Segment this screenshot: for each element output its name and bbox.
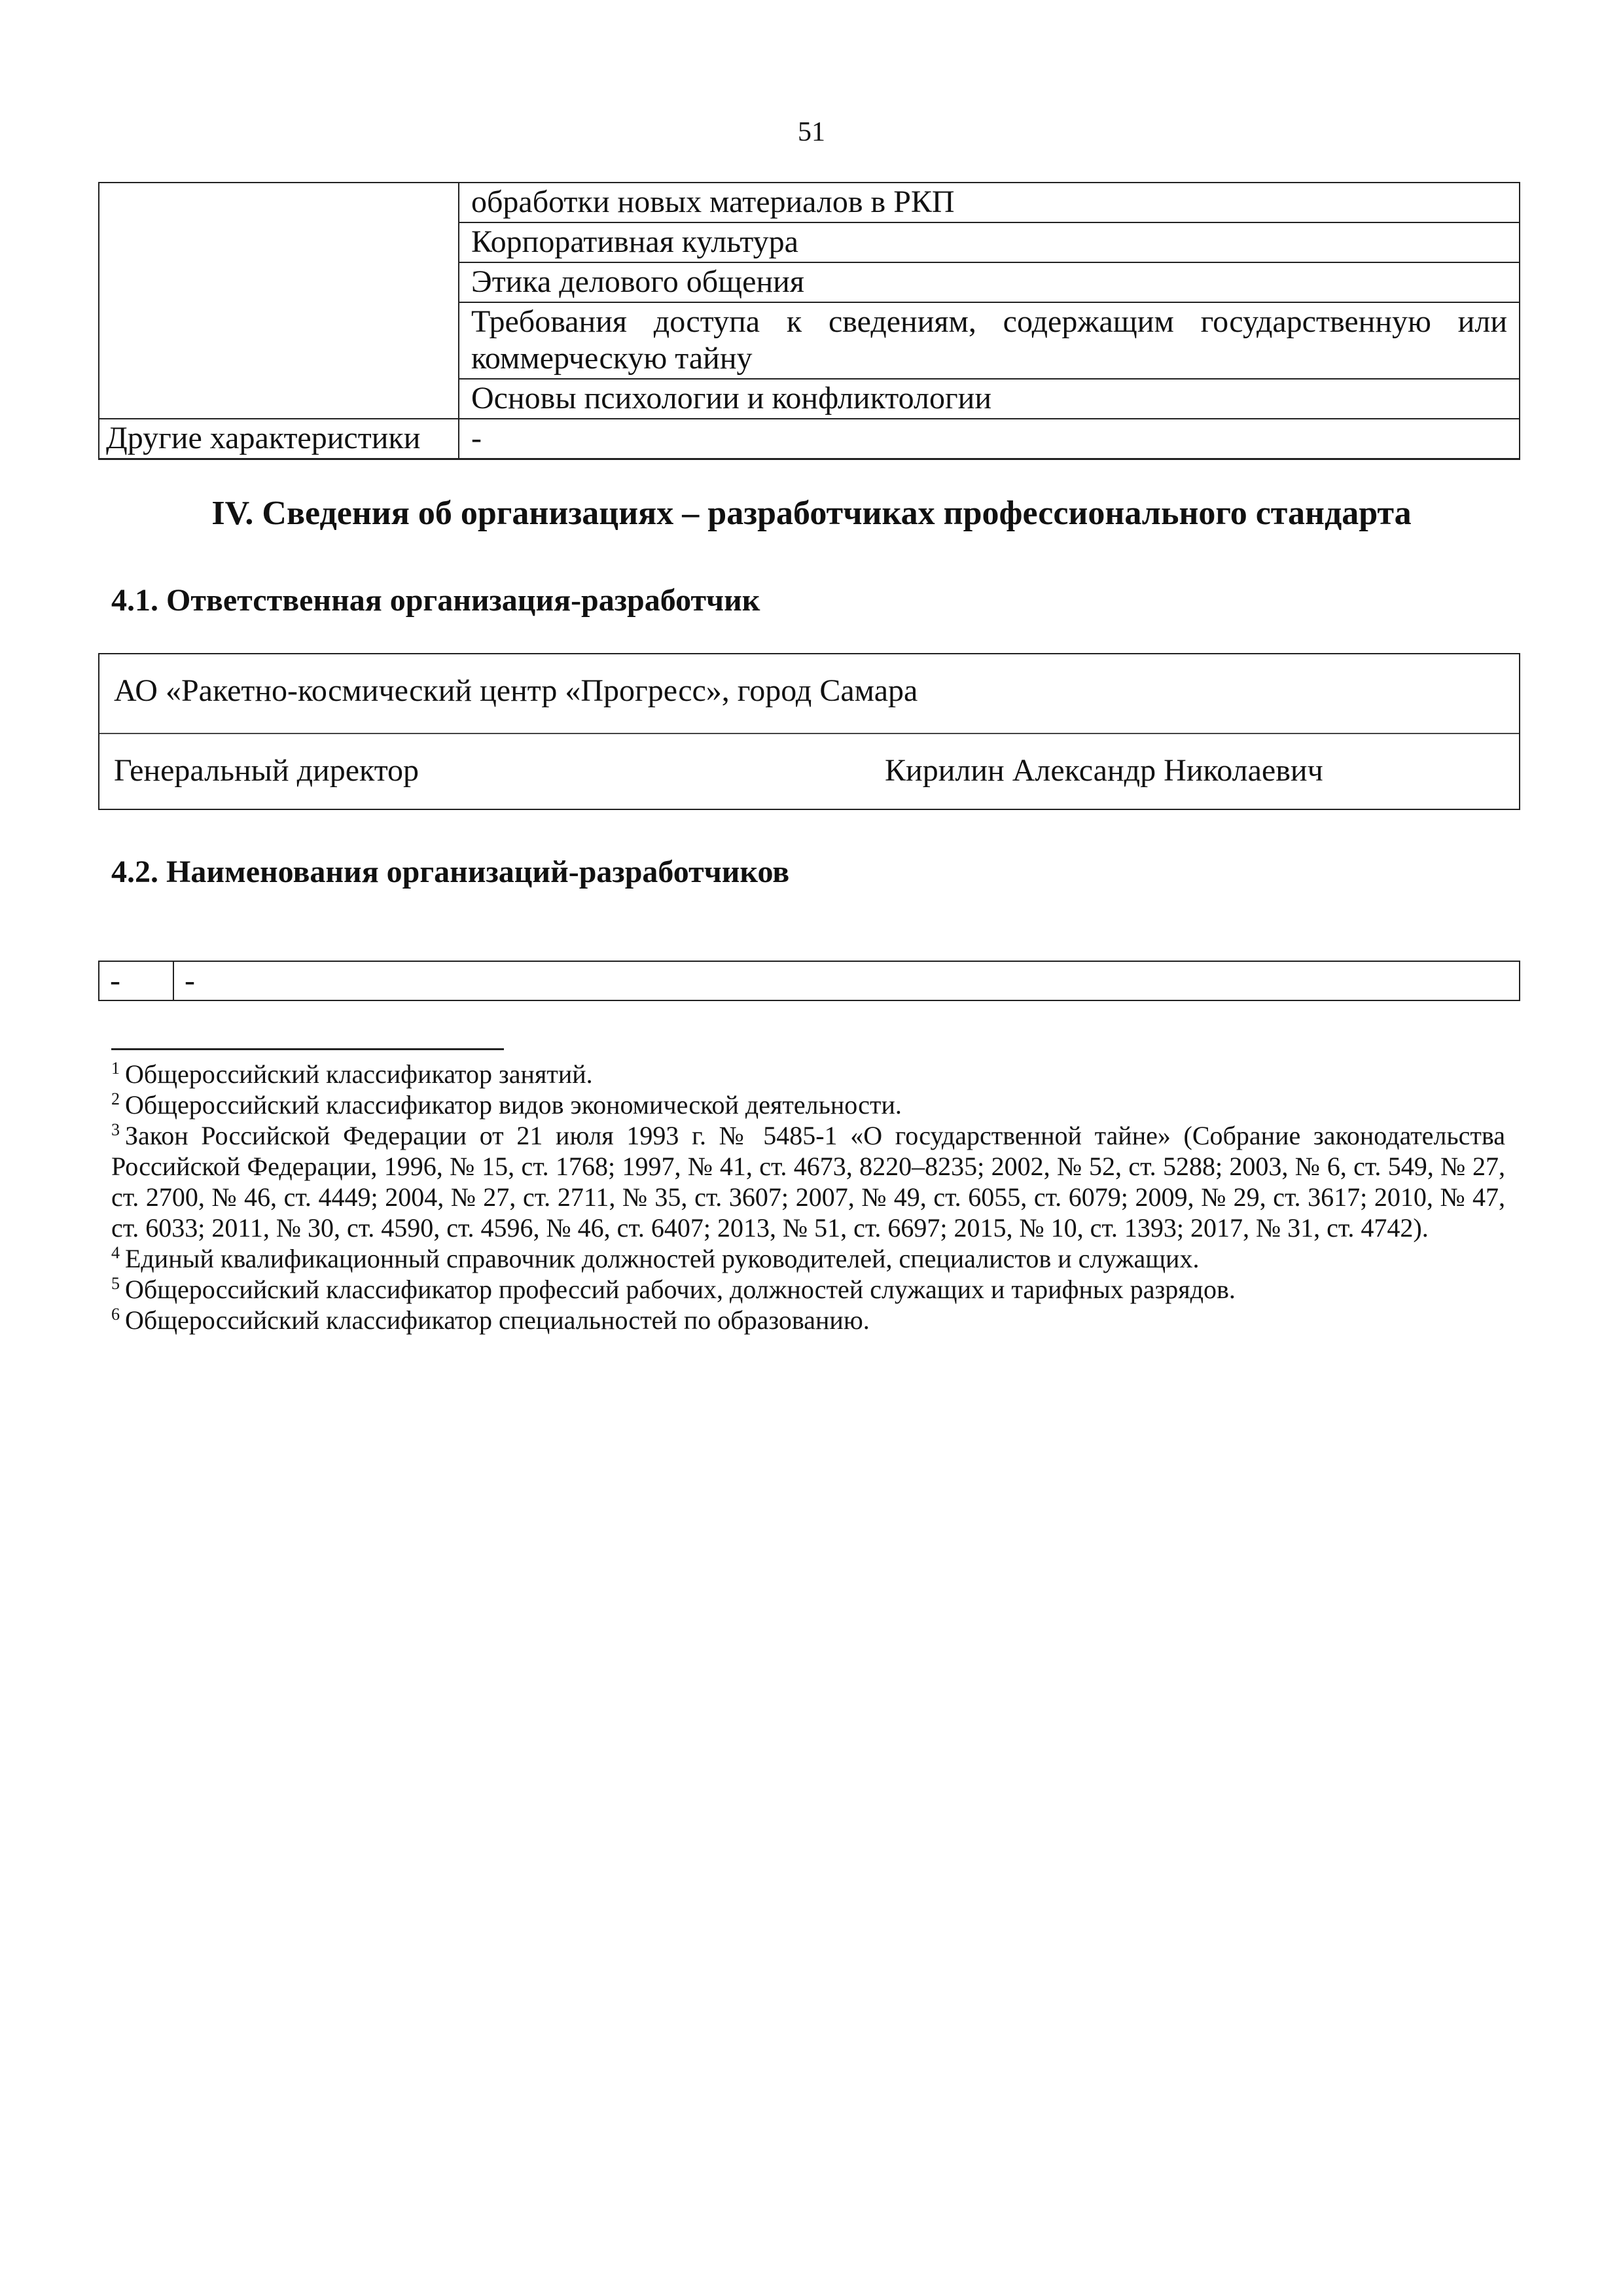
footnote: [111, 1305, 1505, 1335]
footnote-text: Общероссийский классификатор видов экономической деятельности.: [125, 1090, 902, 1120]
footnotes: [111, 1059, 1505, 1335]
table-cell: Основы психологии и конфликтологии: [459, 379, 1520, 419]
section-title: IV. Сведения об организациях – разработчиках профессионального стандарта: [211, 495, 1412, 532]
other-characteristics-label: Другие характеристики: [99, 419, 459, 459]
footnote-text: Общероссийский классификатор профессий рабочих, должностей служащих и тарифных разрядов.: [125, 1275, 1236, 1304]
footnote-separator: [111, 1048, 504, 1050]
developer-number: -: [99, 961, 173, 1000]
footnote-mark: 5: [111, 1273, 120, 1293]
table-row: [99, 183, 1520, 222]
dotted-divider: [99, 733, 1519, 734]
table-row: [99, 961, 1520, 1000]
footnote-text: Единый квалификационный справочник должностей руководителей, специалистов и служащих.: [125, 1244, 1200, 1273]
footnote-mark: 4: [111, 1243, 120, 1262]
footnote: [111, 1059, 1505, 1089]
footnote: [111, 1120, 1505, 1243]
table-cell: Требования доступа к сведениям, содержащим государственную или коммерческую тайну: [459, 302, 1520, 379]
empty-label-cell: [99, 183, 459, 419]
footnote-mark: 3: [111, 1120, 120, 1139]
director-position: Генеральный директор: [114, 753, 419, 788]
developer-name: -: [173, 961, 1520, 1000]
table-cell: обработки новых материалов в РКП: [459, 183, 1520, 222]
footnote-mark: 2: [111, 1089, 120, 1108]
footnote-mark: 6: [111, 1304, 120, 1324]
developers-table: [98, 961, 1520, 1001]
other-characteristics-value: -: [459, 419, 1520, 459]
director-name: Кирилин Александр Николаевич: [885, 753, 1323, 788]
footnote: [111, 1089, 1505, 1120]
page-number: 51: [798, 117, 825, 147]
footnote: [111, 1274, 1505, 1305]
table-row-other-characteristics: [99, 419, 1520, 459]
developers-heading: 4.2. Наименования организаций-разработчиков: [111, 855, 790, 889]
table-cell: Этика делового общения: [459, 262, 1520, 302]
footnote-mark: 1: [111, 1058, 120, 1078]
footnote-text: Общероссийский классификатор специальностей по образованию.: [125, 1305, 870, 1335]
footnote-text: Закон Российской Федерации от 21 июля 1993 г. № 5485-1 «О государственной тайне» (Собрание законодательства Российской Федерации, 1996, № 15, ст. 1768; 1997, № 41, ст. 4673, 8220–8235; 2002, № 52, ст. 5288; 2003, № 6, ст. 549, № 27, ст. 2700, № 46, ст. 4449; 2004, № 27, ст. 2711, № 35, ст. 3607; 2007, № 49, ст. 6055, ст. 6079; 2009, № 29, ст. 3617; 2010, № 47, ст. 6033; 2011, № 30, ст. 4590, ст. 4596, № 46, ст. 6407; 2013, № 51, ст. 6697; 2015, № 10, ст. 1393; 2017, № 31, ст. 4742).: [111, 1121, 1505, 1243]
qualification-table: [98, 182, 1520, 460]
footnote-text: Общероссийский классификатор занятий.: [125, 1059, 593, 1089]
organization-name: АО «Ракетно-космический центр «Прогресс», город Самара: [114, 673, 918, 708]
table-cell: Корпоративная культура: [459, 222, 1520, 262]
footnote: [111, 1243, 1505, 1274]
responsible-org-heading: 4.1. Ответственная организация-разработчик: [111, 583, 760, 618]
responsible-org-table: [98, 653, 1520, 810]
